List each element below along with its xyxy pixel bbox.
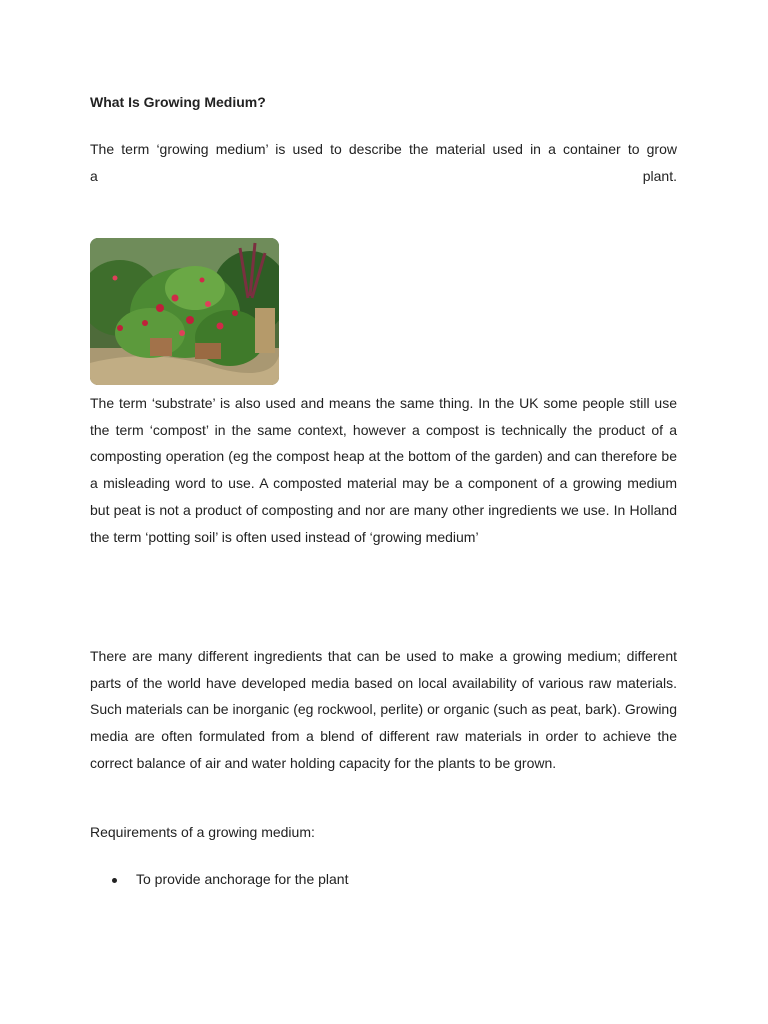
page-title: What Is Growing Medium? [90,94,266,110]
intro-word-plant: plant. [642,167,677,184]
requirements-heading: Requirements of a growing medium: [90,824,315,840]
requirement-text: To provide anchorage for the plant [136,871,349,887]
intro-word-a: a [90,167,98,184]
ingredients-paragraph: There are many different ingredients that can be used to make a growing medium; different parts of the world have developed media based on local availability of various raw materials. Such materials can be inorganic (eg rockwool, perlite) or organic (such as peat, bark). Growing media are often formulated from a blend of different raw materials in order to achieve the correct balance of air and water holding capacity for the plants to be grown. [90,648,677,771]
requirements-list [90,871,348,887]
list-item [90,871,348,887]
intro-paragraph [90,136,677,189]
intro-line-2 [90,163,677,190]
garden-plants-photo [90,238,279,385]
bullet-icon [112,878,117,883]
substrate-paragraph: The term ‘substrate’ is also used and means the same thing. In the UK some people still use the term ‘compost’ in the same context, however a compost is technically the product of a composting operation (eg the compost heap at the bottom of the garden) and can therefore be a misleading word to use. A composted material may be a component of a growing medium but peat is not a product of composting and nor are many other ingredients we use. In Holland the term ‘potting soil’ is often used instead of ‘growing medium’ [90,395,677,545]
intro-line-1: The term ‘growing medium’ is used to describe the material used in a container to grow [90,141,677,157]
